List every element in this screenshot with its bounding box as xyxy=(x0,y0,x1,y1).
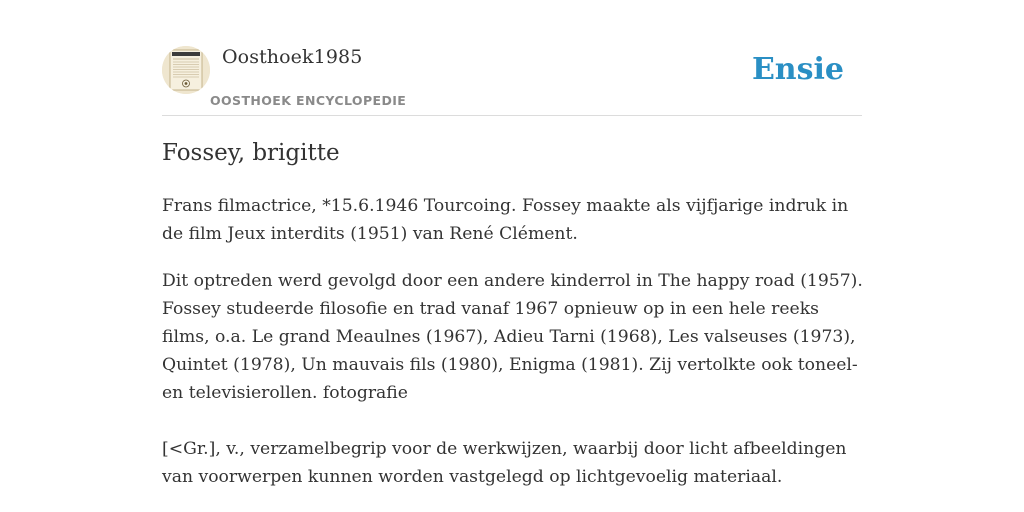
username[interactable]: Oosthoek1985 xyxy=(222,46,363,68)
encyclopedia-cover-icon xyxy=(162,46,210,94)
brand-logo[interactable]: Ensie xyxy=(751,52,844,87)
article-paragraph: Dit optreden werd gevolgd door een andere kinderrol in The happy road (1957). Fossey studeerde filosofie en trad vanaf 1967 opnieuw op in een hele reeks films, o.a. Le grand Meaulnes (1967), Adieu Tarni (1968), Les valseuses (1973), Quintet (1978), Un mauvais fils (1980), Enigma (1981). Zij vertolkte ook toneel- en televisierollen. fotografie xyxy=(162,271,863,403)
page-container xyxy=(162,0,863,487)
source-subtitle: OOSTHOEK ENCYCLOPEDIE xyxy=(210,93,407,108)
profile-header xyxy=(162,0,862,116)
article-paragraph: Frans filmactrice, *15.6.1946 Tourcoing. Fossey maakte als vijfjarige indruk in de film Jeux interdits (1951) van René Clément. xyxy=(162,196,849,244)
article-paragraph: [<Gr.], v., verzamelbegrip voor de werkwijzen, waarbij door licht afbeeldingen van voorwerpen kunnen worden vastgelegd op lichtgevoelig materiaal. xyxy=(162,439,847,487)
article-title: Fossey, brigitte xyxy=(162,140,340,166)
avatar[interactable] xyxy=(162,46,210,94)
